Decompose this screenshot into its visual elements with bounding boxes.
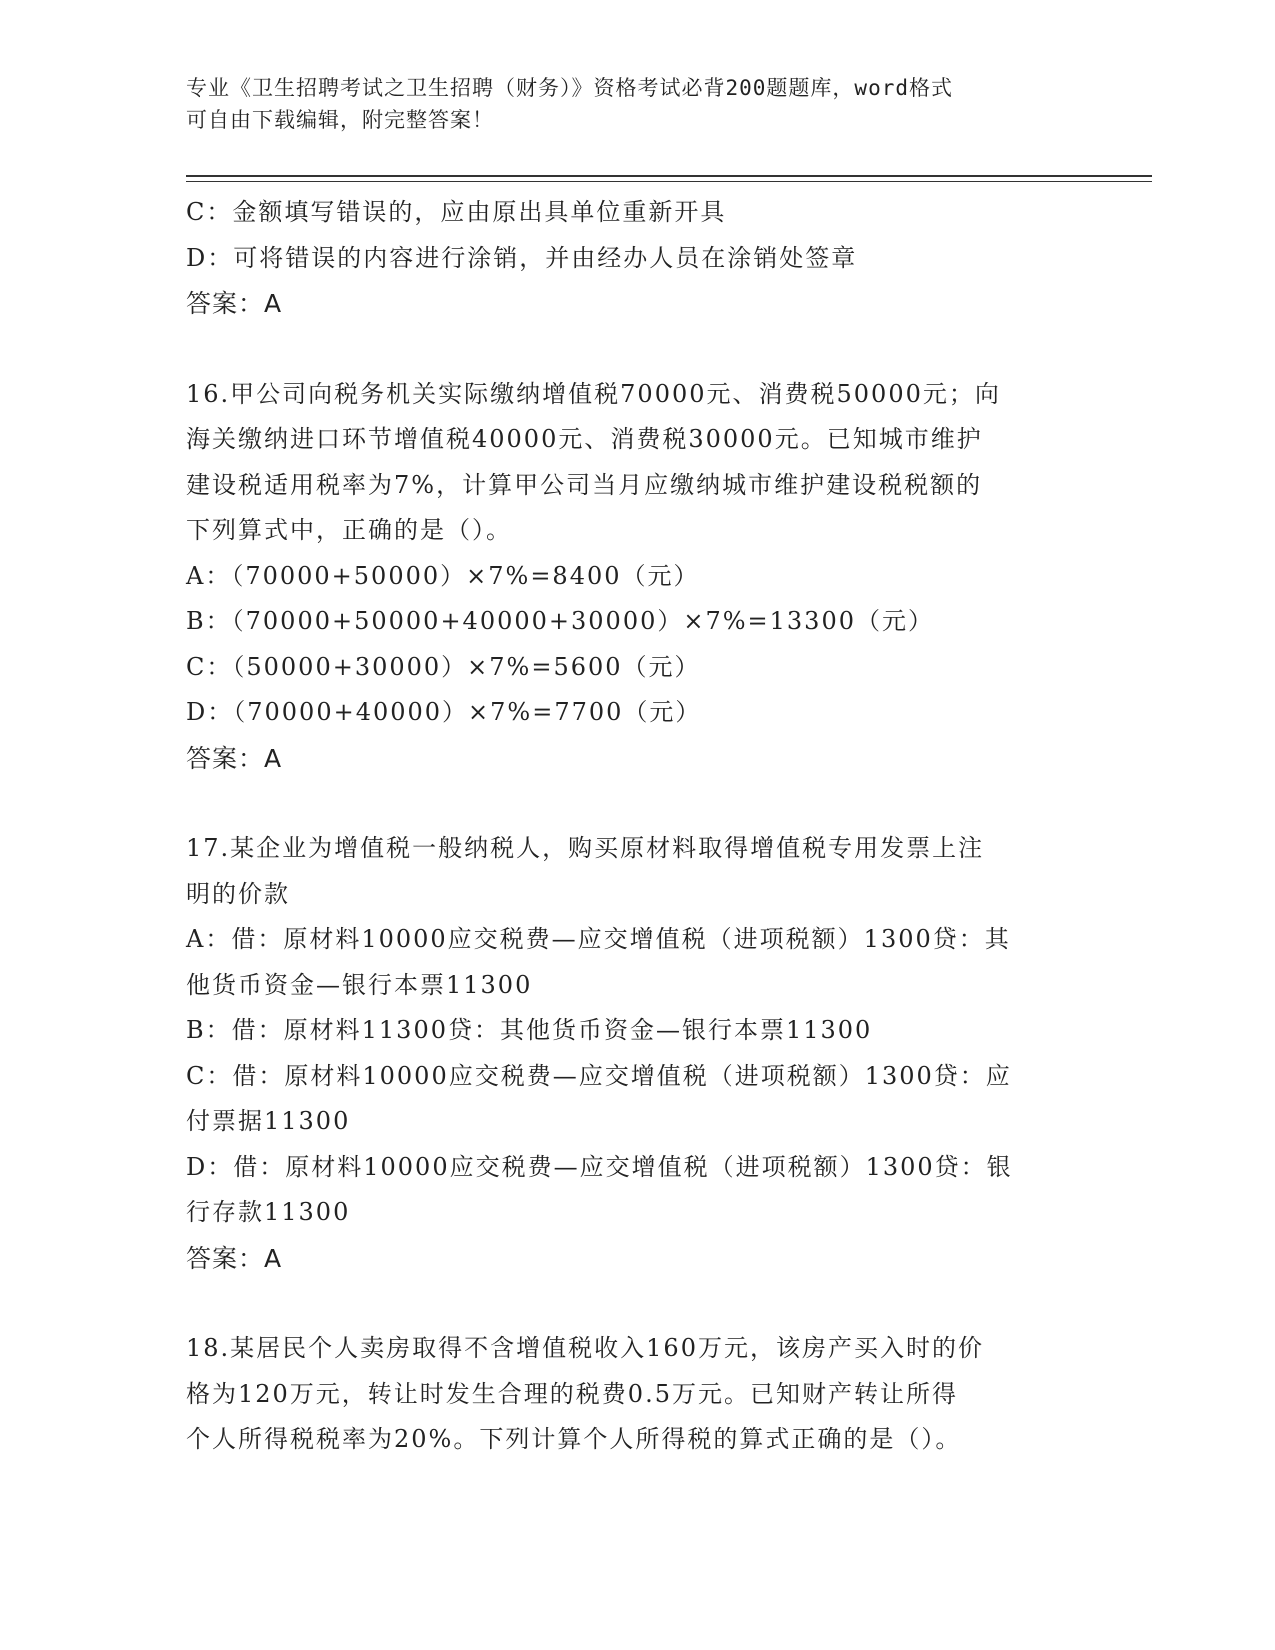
answer: 答案：A (186, 743, 283, 773)
option-a: 他货币资金—银行本票11300 (186, 970, 533, 999)
question-stem: 16.甲公司向税务机关实际缴纳增值税70000元、消费税50000元；向 (186, 379, 1001, 408)
header-divider-thick (186, 175, 1152, 177)
document-body (186, 190, 1086, 1463)
header-divider-thin (186, 181, 1152, 182)
question-stem: 明的价款 (186, 879, 290, 908)
option-b: B：借：原材料11300贷：其他货币资金—银行本票11300 (186, 1016, 873, 1044)
option-c: C：金额填写错误的，应由原出具单位重新开具 (186, 198, 727, 226)
question-stem: 格为120万元，转让时发生合理的税费0.5万元。已知财产转让所得 (186, 1379, 958, 1408)
option-b: B：（70000+50000+40000+30000）×7%=13300（元） (186, 607, 934, 635)
option-d: D：借：原材料10000应交税费—应交增值税（进项税额）1300贷：银 (186, 1152, 1013, 1181)
question-15-tail (186, 190, 1086, 327)
document-header (186, 72, 1086, 136)
question-stem: 海关缴纳进口环节增值税40000元、消费税30000元。已知城市维护 (186, 425, 983, 453)
option-c: C：借：原材料10000应交税费—应交增值税（进项税额）1300贷：应 (186, 1061, 1012, 1090)
question-stem: 建设税适用税率为7%，计算甲公司当月应缴纳城市维护建设税税额的 (186, 470, 983, 499)
question-stem: 个人所得税税率为20%。下列计算个人所得税的算式正确的是（）。 (186, 1425, 962, 1453)
option-a: A：（70000+50000）×7%=8400（元） (186, 561, 700, 590)
question-16 (186, 372, 1086, 782)
option-c: C：（50000+30000）×7%=5600（元） (186, 652, 701, 681)
option-a: A：借：原材料10000应交税费—应交增值税（进项税额）1300贷：其 (186, 925, 1011, 953)
header-line-2: 可自由下载编辑，附完整答案！ (186, 108, 494, 132)
question-18 (186, 1326, 1086, 1463)
header-line-1: 专业《卫生招聘考试之卫生招聘（财务）》资格考试必背200题题库，word格式 (186, 76, 953, 100)
question-stem: 17.某企业为增值税一般纳税人，购买原材料取得增值税专用发票上注 (186, 834, 985, 862)
option-d: D：（70000+40000）×7%=7700（元） (186, 698, 702, 726)
option-d: D：可将错误的内容进行涂销，并由经办人员在涂销处签章 (186, 243, 858, 272)
option-c: 付票据11300 (186, 1107, 351, 1135)
answer: 答案：A (186, 1243, 283, 1273)
spacer (186, 327, 1086, 372)
question-17 (186, 826, 1086, 1281)
spacer (186, 781, 1086, 826)
spacer (186, 1281, 1086, 1326)
question-stem: 18.某居民个人卖房取得不含增值税收入160万元，该房产买入时的价 (186, 1334, 984, 1362)
option-d: 行存款11300 (186, 1198, 351, 1226)
question-stem: 下列算式中，正确的是（）。 (186, 516, 512, 544)
answer: 答案：A (186, 289, 283, 318)
